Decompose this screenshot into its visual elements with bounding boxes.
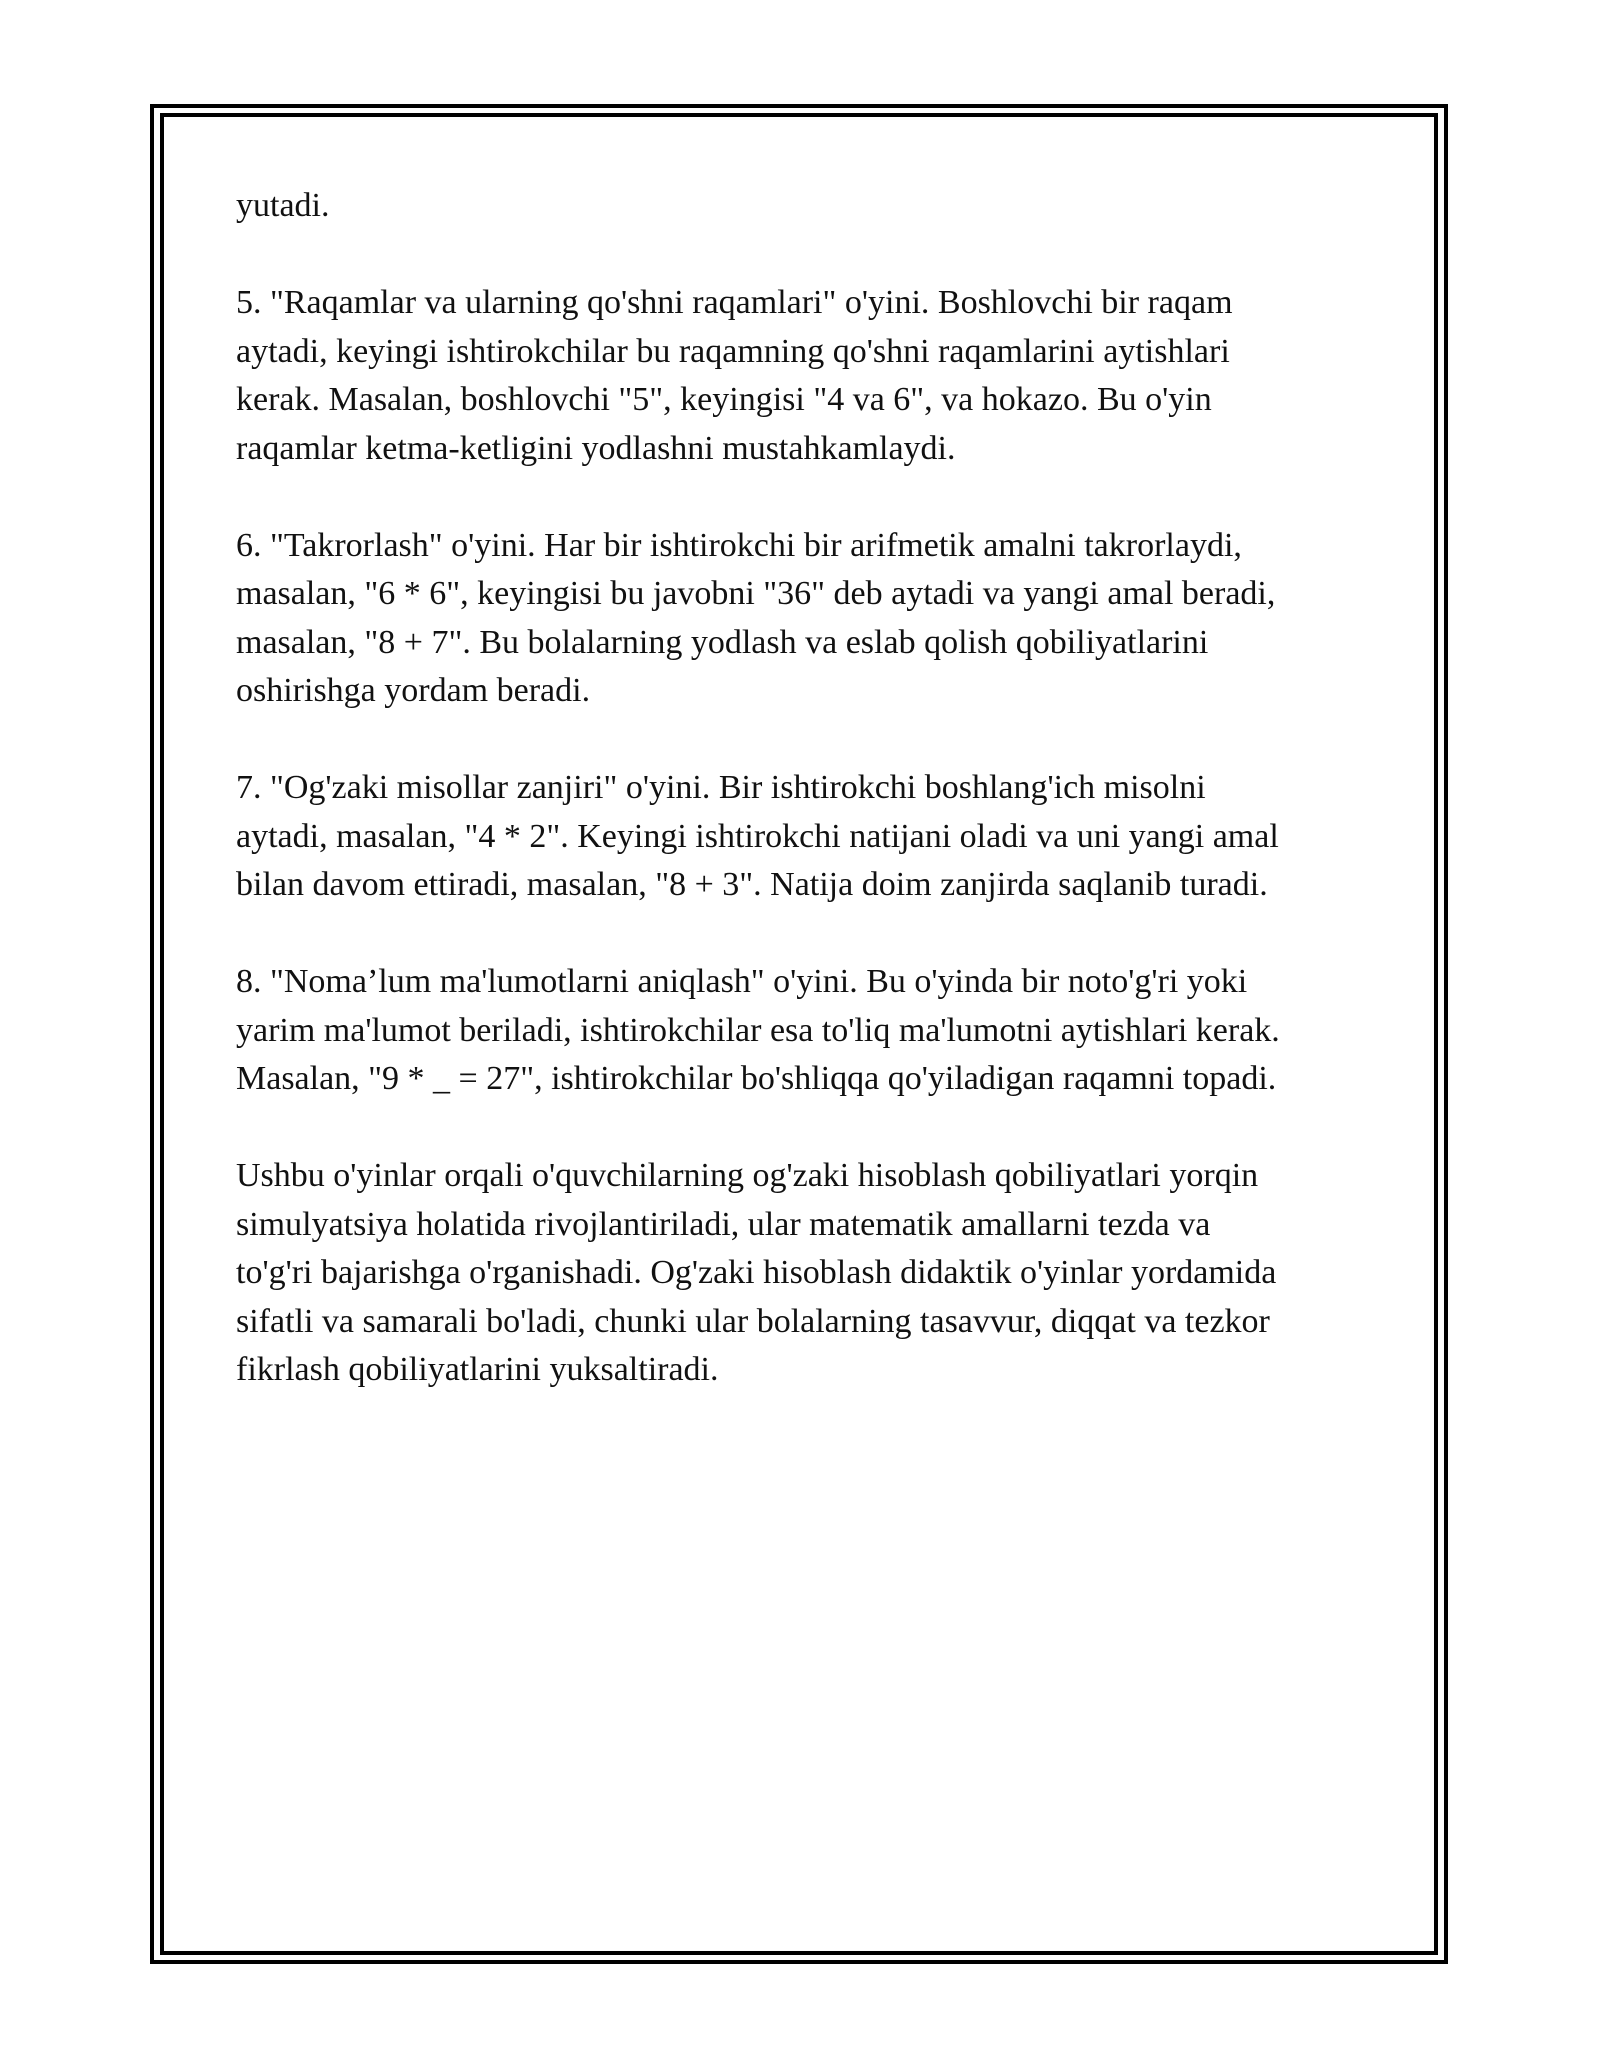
text-line: yarim ma'lumot beriladi, ishtirokchilar esa to'liq ma'lumotni aytishlari kerak. [236,1011,1280,1049]
text-line: Ushbu o'yinlar orqali o'quvchilarning og'zaki hisoblash qobiliyatlari yorqin [236,1157,1259,1194]
paragraph-game-7 [236,764,1366,910]
text-line: fikrlash qobiliyatlarini yuksaltiradi. [236,1351,719,1388]
text-line: masalan, "6 * 6", keyingisi bu javobni "36" deb aytadi va yangi amal beradi, [236,575,1276,612]
text-line: Masalan, "9 * _ = 27", ishtirokchilar bo'shliqqa qo'yiladigan raqamni topadi. [236,1060,1277,1097]
text-line: 7. "Og'zaki misollar zanjiri" o'yini. Bir ishtirokchi boshlang'ich misolni [236,769,1206,806]
text-line: bilan davom ettiradi, masalan, "8 + 3". Natija doim zanjirda saqlanib turadi. [236,866,1268,903]
paragraph-game-5 [236,279,1366,473]
text-line: 6. "Takrorlash" o'yini. Har bir ishtirokchi bir arifmetik amalni takrorlaydi, [236,526,1242,564]
text-line: yutadi. [236,187,330,224]
text-line: aytadi, keyingi ishtirokchilar bu raqamning qo'shni raqamlarini aytishlari [236,332,1230,370]
text-line: 5. "Raqamlar va ularning qo'shni raqamlari" o'yini. Boshlovchi bir raqam [236,284,1233,321]
paragraph-continuation [236,182,1366,231]
paragraph-game-6 [236,522,1366,716]
text-line: to'g'ri bajarishga o'rganishadi. Og'zaki hisoblash didaktik o'yinlar yordamida [236,1254,1277,1291]
text-line: 8. "Noma’lum ma'lumotlarni aniqlash" o'yini. Bu o'yinda bir noto'g'ri yoki [236,963,1248,1000]
text-line: sifatli va samarali bo'ladi, chunki ular bolalarning tasavvur, diqqat va tezkor [236,1302,1270,1340]
document-body [236,182,1366,1443]
text-line: raqamlar ketma-ketligini yodlashni mustahkamlaydi. [236,429,956,467]
text-line: simulyatsiya holatida rivojlantiriladi, ular matematik amallarni tezda va [236,1205,1211,1243]
text-line: kerak. Masalan, boshlovchi "5", keyingisi "4 va 6", va hokazo. Bu o'yin [236,381,1212,418]
text-line: masalan, "8 + 7". Bu bolalarning yodlash va eslab qolish qobiliyatlarini [236,623,1209,661]
paragraph-game-8 [236,958,1366,1104]
text-line: aytadi, masalan, "4 * 2". Keyingi ishtirokchi natijani oladi va uni yangi amal [236,817,1279,855]
paragraph-conclusion [236,1152,1366,1395]
text-line: oshirishga yordam beradi. [236,672,591,709]
